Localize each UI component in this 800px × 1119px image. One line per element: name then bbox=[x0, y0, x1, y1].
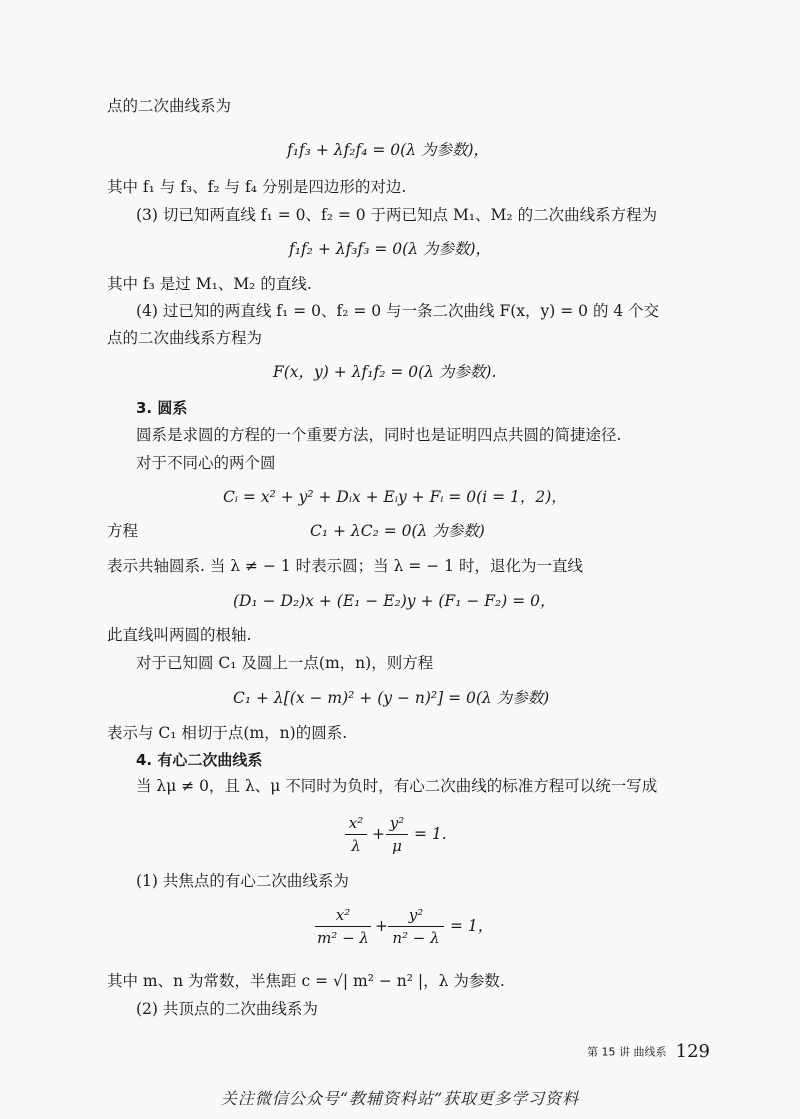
watermark-text: 关注微信公众号“教辅资料站”获取更多学习资料 bbox=[220, 1089, 580, 1108]
text-line: 方程 bbox=[107, 522, 139, 540]
denominator: m² − λ bbox=[317, 929, 369, 947]
fraction bbox=[345, 813, 367, 856]
equation-rhs: = 1， bbox=[450, 917, 494, 935]
equation: f₁f₃ + λf₂f₄ = 0(λ 为参数)， bbox=[287, 141, 490, 159]
text-line: 点的二次曲线系方程为 bbox=[107, 329, 263, 347]
fraction bbox=[386, 813, 408, 856]
text-line: 其中 f₁ 与 f₃、f₂ 与 f₄ 分别是四边形的对边. bbox=[107, 178, 407, 196]
fraction-bar bbox=[386, 834, 408, 835]
denominator: λ bbox=[351, 837, 361, 855]
numerator: y² bbox=[408, 906, 424, 924]
operator: + bbox=[375, 917, 388, 935]
numerator: y² bbox=[389, 814, 405, 832]
equation-rhs: = 1. bbox=[414, 825, 447, 843]
section-heading: 3. 圆系 bbox=[136, 399, 188, 417]
page-number: 129 bbox=[675, 1041, 710, 1062]
text-line: (4) 过已知的两直线 f₁ = 0、f₂ = 0 与一条二次曲线 F(x，y) = 0 的 4 个交 bbox=[136, 302, 660, 320]
text-line: (1) 共焦点的有心二次曲线系为 bbox=[136, 872, 349, 890]
fraction-bar bbox=[388, 926, 444, 927]
text-line: 对于已知圆 C₁ 及圆上一点(m，n)，则方程 bbox=[136, 654, 434, 672]
equation: C₁ + λ[(x − m)² + (y − n)²] = 0(λ 为参数) bbox=[233, 689, 550, 707]
text-line: (2) 共顶点的二次曲线系为 bbox=[136, 1000, 318, 1018]
equation: f₁f₂ + λf₃f₃ = 0(λ 为参数)， bbox=[289, 240, 492, 258]
text-line: 当 λμ ≠ 0，且 λ、μ 不同时为负时，有心二次曲线的标准方程可以统一写成 bbox=[136, 777, 658, 795]
section-heading: 4. 有心二次曲线系 bbox=[136, 751, 263, 769]
equation: C₁ + λC₂ = 0(λ 为参数) bbox=[310, 522, 485, 540]
text-line: 表示共轴圆系. 当 λ ≠ − 1 时表示圆；当 λ = − 1 时，退化为一直线 bbox=[107, 557, 583, 575]
text-line: 表示与 C₁ 相切于点(m，n)的圆系. bbox=[107, 724, 348, 742]
text-line: 点的二次曲线系为 bbox=[107, 97, 232, 115]
fraction-bar bbox=[315, 926, 371, 927]
fraction-bar bbox=[345, 834, 367, 835]
text-line: 此直线叫两圆的根轴. bbox=[107, 626, 252, 644]
fraction bbox=[315, 905, 371, 948]
numerator: x² bbox=[348, 814, 364, 832]
page-footer bbox=[587, 1041, 710, 1062]
text-line: 其中 m、n 为常数，半焦距 c = √| m² − n² |，λ 为参数. bbox=[107, 972, 505, 990]
text-line: 圆系是求圆的方程的一个重要方法，同时也是证明四点共圆的简捷途径. bbox=[136, 426, 622, 444]
chapter-label: 第 15 讲 曲线系 bbox=[587, 1045, 667, 1059]
equation: Cᵢ = x² + y² + Dᵢx + Eᵢy + Fᵢ = 0(i = 1，2)， bbox=[223, 488, 567, 506]
text-line: 其中 f₃ 是过 M₁、M₂ 的直线. bbox=[107, 275, 312, 293]
text-line: (3) 切已知两直线 f₁ = 0、f₂ = 0 于两已知点 M₁、M₂ 的二次曲线系方程为 bbox=[136, 206, 658, 224]
operator: + bbox=[372, 825, 385, 843]
equation: (D₁ − D₂)x + (E₁ − E₂)y + (F₁ − F₂) = 0， bbox=[233, 592, 556, 610]
equation: F(x，y) + λf₁f₂ = 0(λ 为参数). bbox=[273, 363, 497, 381]
denominator: μ bbox=[392, 837, 402, 855]
denominator: n² − λ bbox=[392, 929, 440, 947]
text-line: 对于不同心的两个圆 bbox=[136, 454, 276, 472]
numerator: x² bbox=[335, 906, 351, 924]
fraction bbox=[388, 905, 444, 948]
